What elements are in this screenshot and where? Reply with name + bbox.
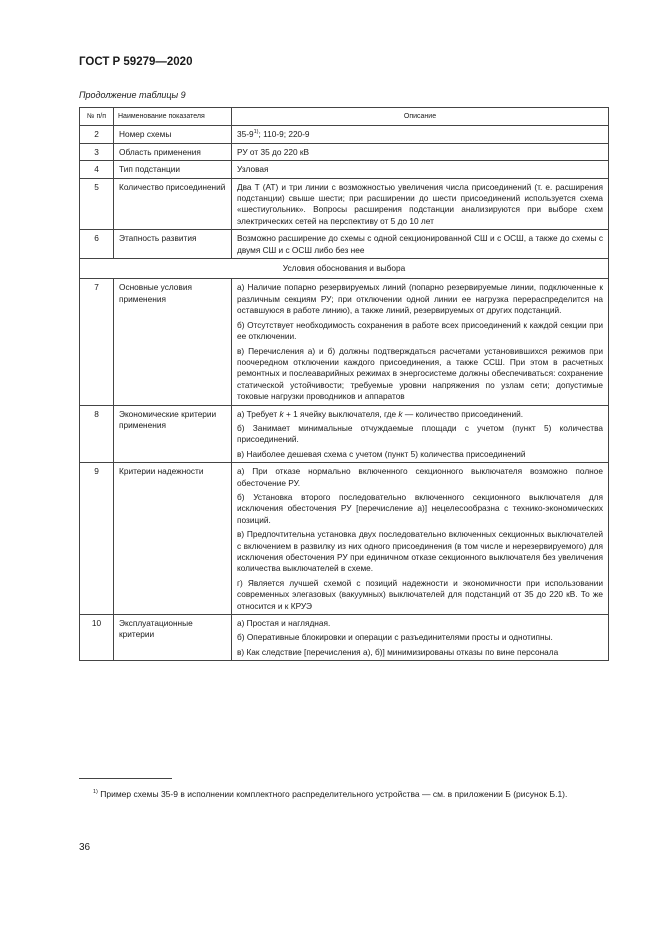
page-number: 36: [79, 842, 91, 853]
row-description: [232, 615, 609, 661]
document-number: ГОСТ Р 59279—2020: [79, 56, 193, 68]
column-header-number: № п/п: [80, 108, 114, 126]
scheme-number-text: ; 110-9; 220-9: [258, 129, 310, 140]
row-number: 2: [80, 126, 114, 143]
description-paragraph: а) Наличие попарно резервируемых линий (попарно резервируемые линии, подключенные к различным секциям РУ; при отключении одной линии ее нагрузка перераспределится на оставшуюся в работе линию), а также линий, резервируемых от других подстанций.: [237, 282, 603, 316]
row-number: 7: [80, 279, 114, 405]
row-name: Номер схемы: [114, 126, 232, 143]
row-description: [232, 230, 609, 259]
variable-k: k: [279, 408, 284, 419]
row-description: [232, 178, 609, 230]
text-fragment: + 1 ячейку выключателя, где: [283, 408, 399, 419]
row-description: РУ от 35 до 220 кВ: [232, 143, 609, 160]
row-number: 9: [80, 463, 114, 615]
table-row: [80, 405, 609, 463]
description-paragraph: г) Является лучшей схемой с позиций надежности и экономичности при использовании современных элегазовых (вакуумных) выключателей для подстанций от 35 до 220 кВ. То же относится и к КРУЭ: [237, 577, 603, 611]
table-row: [80, 463, 609, 615]
description-paragraph: б) Занимает минимальные отчуждаемые площади с учетом (пункт 5) количества присоединений.: [237, 422, 603, 445]
row-description: [232, 279, 609, 405]
row-number: 4: [80, 161, 114, 178]
table-row: [80, 279, 609, 405]
section-row: [80, 259, 609, 279]
table-row: [80, 230, 609, 259]
table-continuation-caption: Продолжение таблицы 9: [79, 90, 186, 100]
row-description: [232, 405, 609, 463]
row-number: 5: [80, 178, 114, 230]
table-row: [80, 178, 609, 230]
row-name: Количество присоединений: [114, 178, 232, 230]
table-row: [80, 161, 609, 178]
row-number: 3: [80, 143, 114, 160]
row-number: 10: [80, 615, 114, 661]
description-paragraph: Два Т (АТ) и три линии с возможностью увеличения числа присоединений (т. е. расширения подстанции) свыше шести; при расширении до шести присоединений используется схема «шестиугольник». Вопросы расширения подстанции анализируются при выборе схем электрических сетей на перспективу от 5 до 10 лет: [237, 181, 603, 226]
section-title: Условия обоснования и выбора: [80, 259, 609, 279]
description-paragraph: б) Отсутствует необходимость сохранения в работе всех присоединений к каждой секции при ее отключении.: [237, 319, 603, 342]
text-fragment: а) Требует: [237, 408, 280, 419]
table-row: [80, 615, 609, 661]
row-name: Область применения: [114, 143, 232, 160]
variable-k: k: [398, 408, 403, 419]
footnote: [79, 789, 609, 801]
description-paragraph: в) Как следствие [перечисления а), б)] минимизированы отказы по вине персонала: [237, 646, 559, 657]
description-paragraph: в) Перечисления а) и б) должны подтверждаться расчетами установившихся режимов при поочередном отключении каждого присоединения, а также ССШ. При этом в расчетных ремонтных и послеаварийных режимах в энергосистеме должны обеспечиваться: сохранение статической устойчивости; требуемые уровни напряжения по узлам сети; допустимые токовые нагрузки проводников и аппаратов: [237, 345, 603, 402]
description-paragraph: [237, 409, 603, 420]
row-name: Экономические критерии применения: [114, 405, 232, 463]
row-description: [232, 126, 609, 143]
row-description: Узловая: [232, 161, 609, 178]
footnote-divider: [79, 778, 172, 779]
footnote-reference: 1): [253, 129, 259, 136]
description-paragraph: Возможно расширение до схемы с одной секционированной СШ и с ОСШ, а также до схемы с двумя СШ и с ОСШ либо без нее: [237, 233, 603, 255]
scheme-number-text: 35-9: [237, 129, 254, 140]
description-paragraph: б) Установка второго последовательно включенного секционного выключателя для исключения обесточения РУ [перечисление а)] нецелесообразна с технико-экономических позиций.: [237, 491, 603, 525]
specification-table: [79, 107, 609, 661]
table-row: [80, 143, 609, 160]
description-paragraph: в) Предпочтительна установка двух последовательно включенных секционных выключателей с включением в развилку из них одного присоединения (в том числе и нерезервируемого) для исключения обесточения РУ при единичном отказе секционного выключателя без увеличения количества выключателей в схеме.: [237, 529, 603, 574]
row-name: Критерии надежности: [114, 463, 232, 615]
row-description: [232, 463, 609, 615]
column-header-description: Описание: [232, 108, 609, 126]
column-header-name: Наименование показателя: [114, 108, 232, 126]
text-fragment: — количество присоединений.: [402, 408, 524, 419]
row-number: 8: [80, 405, 114, 463]
description-paragraph: в) Наиболее дешевая схема с учетом (пункт 5) количества присоединений: [237, 448, 526, 459]
row-name: Основные условия применения: [114, 279, 232, 405]
row-name: Тип подстанции: [114, 161, 232, 178]
footnote-text: Пример схемы 35-9 в исполнении комплектного распределительного устройства — см. в приложении Б (рисунок Б.1).: [97, 789, 568, 799]
row-number: 6: [80, 230, 114, 259]
footnote-mark: 1): [93, 789, 98, 796]
description-paragraph: а) Простая и наглядная.: [237, 618, 331, 629]
row-name: Этапность развития: [114, 230, 232, 259]
row-name: Эксплуатационные критерии: [114, 615, 232, 661]
description-paragraph: а) При отказе нормально включенного секционного выключателя возможно полное обесточение РУ.: [237, 466, 603, 488]
table-row: [80, 126, 609, 143]
description-paragraph: б) Оперативные блокировки и операции с разъединителями просты и однотипны.: [237, 632, 553, 643]
table-header-row: [80, 108, 609, 126]
